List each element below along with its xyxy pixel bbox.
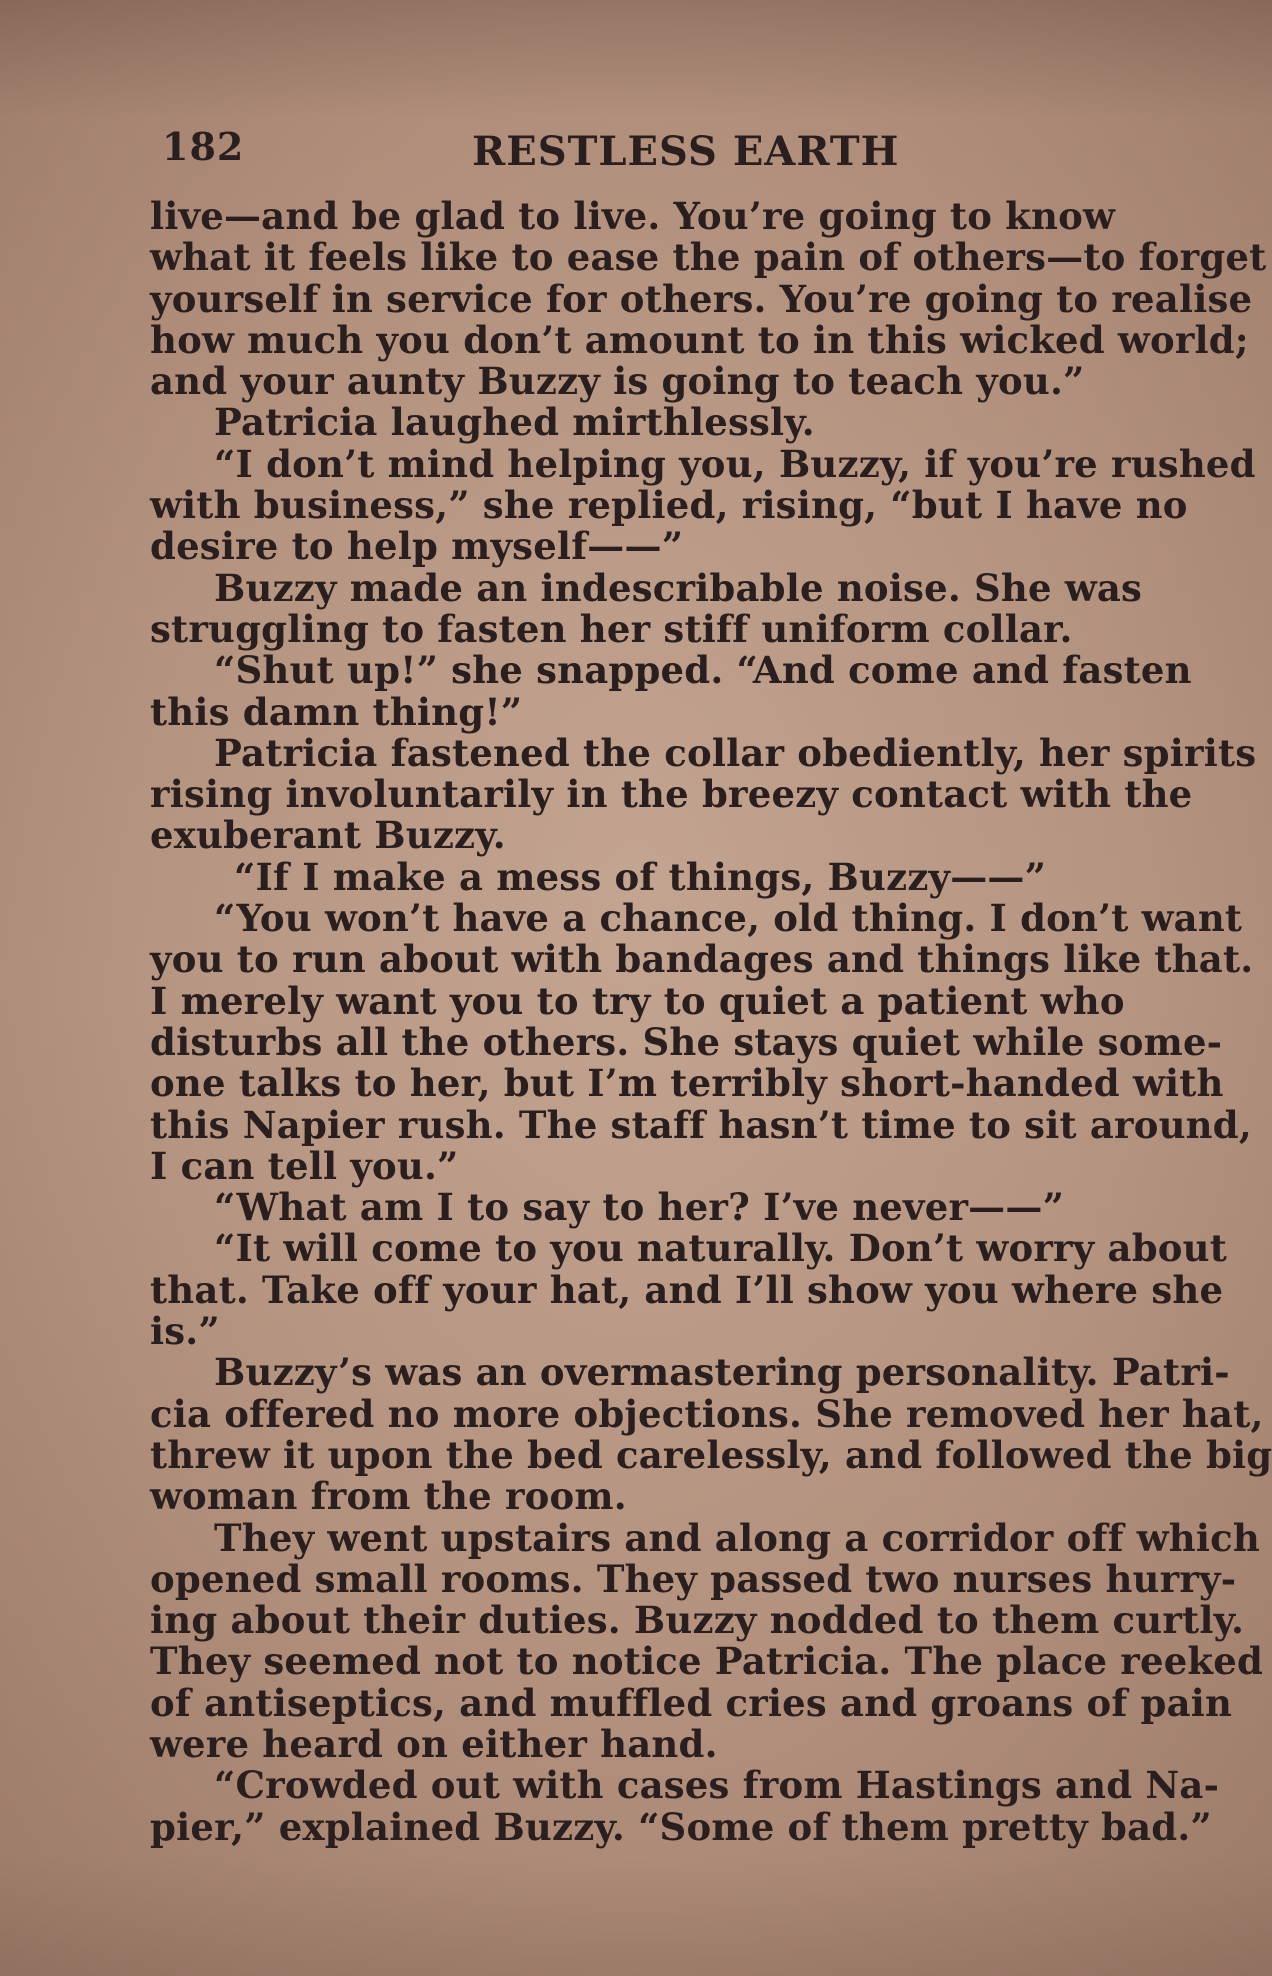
text-line: “Shut up!” she snapped. “And come and fasten bbox=[214, 648, 1192, 693]
text-line: “What am I to say to her? I’ve never——” bbox=[214, 1185, 1065, 1230]
text-line: threw it upon the bed carelessly, and followed the big bbox=[150, 1432, 1272, 1477]
text-line: Patricia fastened the collar obediently, her spirits bbox=[214, 730, 1257, 775]
text-line: live—and be glad to live. You’re going to know bbox=[150, 194, 1116, 238]
text-line: Patricia laughed mirthlessly. bbox=[214, 400, 815, 445]
text-line: “If I make a mess of things, Buzzy——” bbox=[234, 854, 1047, 899]
text-line: Buzzy’s was an overmastering personality. Patri- bbox=[214, 1350, 1230, 1395]
text-line: “It will come to you naturally. Don’t worry about bbox=[214, 1226, 1228, 1271]
text-line: “I don’t mind helping you, Buzzy, if you’re rushed bbox=[214, 441, 1256, 486]
text-line: Buzzy made an indescribable noise. She was bbox=[214, 565, 1143, 610]
text-line: with business,” she replied, rising, “but I have no bbox=[150, 483, 1188, 528]
text-line: ing about their duties. Buzzy nodded to them curtly. bbox=[150, 1598, 1245, 1643]
text-line: this Napier rush. The staff hasn’t time to sit around, bbox=[150, 1102, 1252, 1147]
text-line: exuberant Buzzy. bbox=[150, 813, 506, 858]
text-line: They seemed not to notice Patricia. The place reeked bbox=[150, 1639, 1264, 1684]
text-line: that. Take off your hat, and I’ll show you where she bbox=[150, 1267, 1224, 1312]
text-line: this damn thing!” bbox=[150, 689, 523, 734]
book-page bbox=[150, 0, 1272, 1976]
page-number: 182 bbox=[162, 124, 245, 169]
text-line: disturbs all the others. She stays quiet while some- bbox=[150, 1019, 1223, 1064]
text-line: rising involuntarily in the breezy contact with the bbox=[150, 772, 1193, 817]
text-line: pier,” explained Buzzy. “Some of them pretty bad.” bbox=[150, 1804, 1212, 1849]
text-line: They went upstairs and along a corridor off which bbox=[214, 1515, 1260, 1560]
body-text bbox=[150, 194, 1272, 1849]
text-line: I can tell you.” bbox=[150, 1143, 459, 1188]
running-title: RESTLESS EARTH bbox=[472, 128, 900, 175]
text-line: of antiseptics, and muffled cries and groans of pain bbox=[150, 1680, 1233, 1725]
text-line: cia offered no more objections. She removed her hat, bbox=[150, 1391, 1264, 1436]
text-line: struggling to fasten her stiff uniform collar. bbox=[150, 606, 1073, 651]
text-line: woman from the room. bbox=[150, 1474, 627, 1519]
text-line: is.” bbox=[150, 1309, 220, 1354]
text-line: were heard on either hand. bbox=[150, 1721, 718, 1766]
text-line: yourself in service for others. You’re going to realise bbox=[150, 276, 1253, 321]
running-head bbox=[162, 124, 1162, 180]
text-line: I merely want you to try to quiet a patient who bbox=[150, 978, 1125, 1023]
text-line: and your aunty Buzzy is going to teach you.” bbox=[150, 359, 1085, 404]
text-line: you to run about with bandages and things like that. bbox=[150, 937, 1254, 982]
text-line: “You won’t have a chance, old thing. I don’t want bbox=[214, 896, 1243, 941]
text-line: desire to help myself——” bbox=[150, 524, 684, 569]
text-line: what it feels like to ease the pain of others—to forget bbox=[150, 235, 1267, 280]
text-line: how much you don’t amount to in this wicked world; bbox=[150, 317, 1249, 362]
text-line: one talks to her, but I’m terribly short-handed with bbox=[150, 1061, 1224, 1106]
text-line: opened small rooms. They passed two nurses hurry- bbox=[150, 1556, 1237, 1601]
text-line: “Crowded out with cases from Hastings and Na- bbox=[214, 1763, 1220, 1808]
